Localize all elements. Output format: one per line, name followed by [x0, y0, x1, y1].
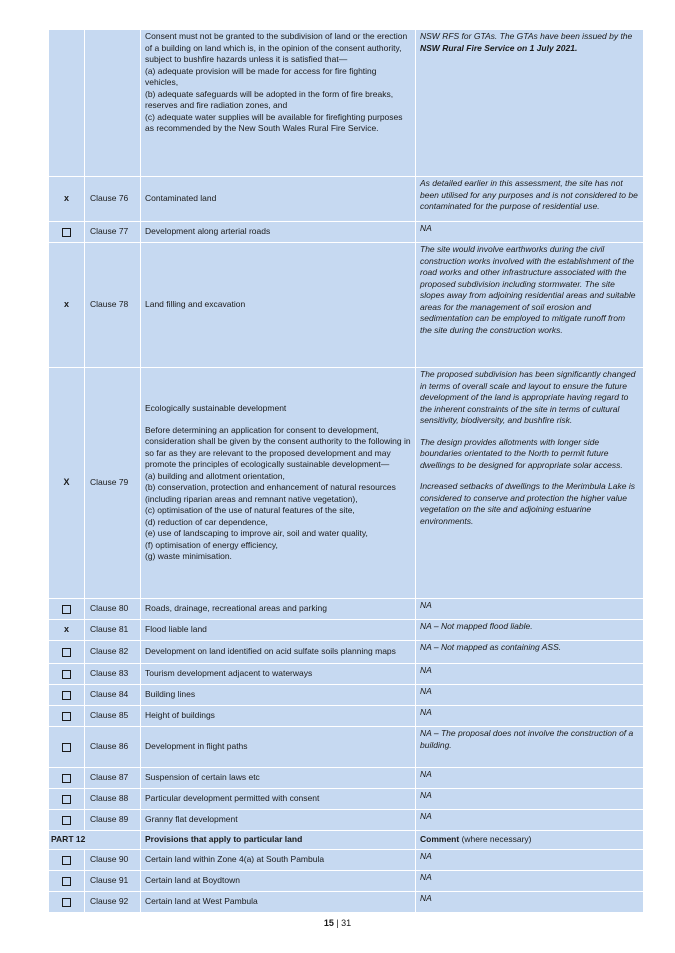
checkbox[interactable] — [62, 605, 71, 614]
clause-number: Clause 81 — [85, 620, 141, 640]
comment-cell: NA — [420, 811, 432, 821]
mark-cell — [49, 789, 85, 809]
clause-title: Building lines — [141, 685, 416, 705]
table-row — [49, 789, 643, 810]
clause-title: Development on land identified on acid sulfate soils planning maps — [141, 641, 416, 663]
mark-cell — [49, 727, 85, 767]
clause-number: Clause 86 — [85, 727, 141, 767]
x-mark: x — [63, 624, 69, 635]
comment-cell: NA — [420, 851, 432, 861]
part-label: PART 12 — [49, 831, 141, 849]
checkbox[interactable] — [62, 712, 71, 721]
clause-number: Clause 77 — [85, 222, 141, 242]
clause-title: Granny flat development — [141, 810, 416, 830]
clause-number: Clause 90 — [85, 850, 141, 870]
clause-number: Clause 84 — [85, 685, 141, 705]
checkbox[interactable] — [62, 228, 71, 237]
checkbox[interactable] — [62, 670, 71, 679]
mark-cell — [49, 243, 85, 367]
clause-number: Clause 83 — [85, 664, 141, 684]
x-mark: x — [63, 193, 69, 204]
comment-cell: NA — [420, 893, 432, 903]
mark-cell — [49, 599, 85, 619]
clause-title: Development in flight paths — [141, 727, 416, 767]
mark-cell — [49, 706, 85, 726]
table-row — [49, 685, 643, 706]
comment-cell: NA — [420, 223, 432, 233]
page-total: 31 — [341, 918, 352, 928]
mark-cell — [49, 810, 85, 830]
clause-number: Clause 76 — [85, 177, 141, 221]
clause-title: Contaminated land — [141, 177, 416, 221]
clause-title: Flood liable land — [141, 620, 416, 640]
comment-cell: NA — [420, 790, 432, 800]
clause-title: Tourism development adjacent to waterways — [141, 664, 416, 684]
mark-cell — [49, 30, 85, 176]
clause-number: Clause 91 — [85, 871, 141, 891]
table-row — [49, 620, 643, 641]
checkbox[interactable] — [62, 743, 71, 752]
table-row — [49, 727, 643, 768]
checkbox[interactable] — [62, 691, 71, 700]
checkbox[interactable] — [62, 877, 71, 886]
clause-number: Clause 89 — [85, 810, 141, 830]
page-footer: 15 | 31 — [323, 918, 352, 928]
table-row — [49, 222, 643, 243]
table-row — [49, 599, 643, 620]
mark-cell — [49, 177, 85, 221]
checkbox[interactable] — [62, 795, 71, 804]
clause-number: Clause 80 — [85, 599, 141, 619]
mark-cell — [49, 871, 85, 891]
checkbox[interactable] — [62, 774, 71, 783]
clause-description: Ecologically sustainable development Before determining an application for consent to development, consideration shall be given by the consent authority to the following in so far as they are relevant to the proposed development and may promote the principles of ecologically sustainable development— (a) building and allotment orientation, (b) conservation, protection and enhancement of natural resources (including riparian areas and remnant native vegetation), (c) optimisation of the use of natural features of the site, (d) reduction of car dependence, (e) use of landscaping to improve air, soil and water quality, (f) optimisation of energy efficiency, (g) waste minimisation. — [141, 368, 416, 598]
table-row — [49, 850, 643, 871]
comment-cell: NSW RFS for GTAs. The GTAs have been issued by the NSW Rural Fire Service on 1 July 2021. — [420, 31, 633, 53]
clause-number: Clause 85 — [85, 706, 141, 726]
comment-cell: NA – Not mapped as containing ASS. — [420, 642, 562, 652]
comment-cell: As detailed earlier in this assessment, the site has not been utilised for any purposes and is not considered to be contaminated for the purpose of residential use. — [420, 178, 638, 211]
table-row — [49, 177, 643, 222]
clause-title: Suspension of certain laws etc — [141, 768, 416, 788]
clause-number: Clause 92 — [85, 892, 141, 912]
comment-cell: NA – The proposal does not involve the construction of a building. — [420, 728, 634, 750]
table-row — [49, 368, 643, 599]
comment-cell: NA – Not mapped flood liable. — [420, 621, 533, 631]
table-row — [49, 664, 643, 685]
clause-title: Roads, drainage, recreational areas and parking — [141, 599, 416, 619]
comment-heading: Comment (where necessary) — [420, 834, 532, 845]
clause-title: Height of buildings — [141, 706, 416, 726]
clause-title: Certain land within Zone 4(a) at South Pambula — [141, 850, 416, 870]
table-row — [49, 641, 643, 664]
part-header-row — [49, 831, 643, 850]
planning-table — [49, 30, 643, 913]
table-row — [49, 810, 643, 831]
x-mark: X — [63, 477, 70, 488]
comment-cell: The proposed subdivision has been significantly changed in terms of overall scale and layout to ensure the future development of the land is appropriate having regard to the inherent constraints of the site in terms of cultural sensitivity, biodiversity, and bushfire risk. The design provides allotments with longer side boundaries orientated to the North to permit future dwellings to be designed for appropriate solar access. Increased setbacks of dwellings to the Merimbula Lake is considered to conserve and protection the higher value vegetation on the site and adjoining estuarine environments. — [420, 369, 636, 526]
comment-cell: NA — [420, 769, 432, 779]
part-heading: Provisions that apply to particular land — [141, 831, 416, 849]
checkbox[interactable] — [62, 856, 71, 865]
clause-title: Particular development permitted with consent — [141, 789, 416, 809]
table-row — [49, 768, 643, 789]
clause-title: Land filling and excavation — [141, 243, 416, 367]
clause-number: Clause 88 — [85, 789, 141, 809]
table-row — [49, 892, 643, 913]
clause-title: Certain land at West Pambula — [141, 892, 416, 912]
mark-cell — [49, 664, 85, 684]
mark-cell — [49, 768, 85, 788]
checkbox[interactable] — [62, 898, 71, 907]
clause-title: Certain land at Boydtown — [141, 871, 416, 891]
clause-title: Development along arterial roads — [141, 222, 416, 242]
mark-cell — [49, 641, 85, 663]
clause-number: Clause 82 — [85, 641, 141, 663]
comment-cell: NA — [420, 707, 432, 717]
x-mark: x — [63, 299, 69, 310]
clause-number: Clause 87 — [85, 768, 141, 788]
comment-cell: NA — [420, 872, 432, 882]
mark-cell — [49, 620, 85, 640]
consent-text: Consent must not be granted to the subdivision of land or the erection of a building on land which is, in the opinion of the consent authority, subject to bushfire hazards unless it is satisfied that— (a) adequate provision will be made for access for fire fighting vehicles, (b) adequate safeguards will be adopted in the form of fire breaks, reserves and fire radiation zones, and (c) adequate water supplies will be available for firefighting purposes as recommended by the New South Wales Rural Fire Service. — [141, 30, 416, 176]
clause-number: Clause 78 — [85, 243, 141, 367]
mark-cell — [49, 368, 85, 598]
mark-cell — [49, 850, 85, 870]
checkbox[interactable] — [62, 648, 71, 657]
comment-cell: NA — [420, 686, 432, 696]
mark-cell — [49, 892, 85, 912]
comment-cell: NA — [420, 600, 432, 610]
table-row — [49, 243, 643, 368]
table-row — [49, 706, 643, 727]
table-row — [49, 871, 643, 892]
mark-cell — [49, 685, 85, 705]
checkbox[interactable] — [62, 816, 71, 825]
mark-cell — [49, 222, 85, 242]
clause-cell — [85, 30, 141, 176]
page-number: 15 — [323, 918, 334, 928]
comment-cell: The site would involve earthworks during the civil construction works involved with the establishment of the road works and other infrastructure associated with the proposed subdivision including stormwater. The site slopes away from adjoining residential areas and suitable areas for the management of soil erosion and sedimentation can be employed to mitigate runoff from the site during the construction works. — [420, 244, 636, 335]
comment-cell: NA — [420, 665, 432, 675]
clause-number: Clause 79 — [85, 368, 141, 598]
table-row — [49, 30, 643, 177]
